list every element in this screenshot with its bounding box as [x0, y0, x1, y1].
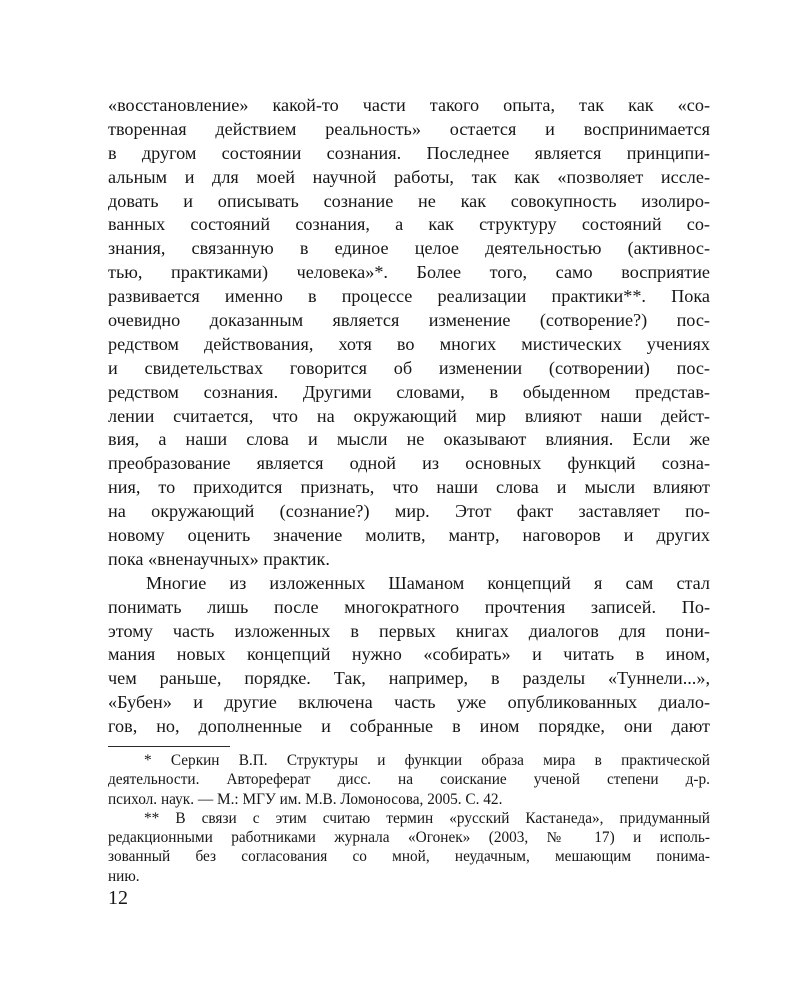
footnote-line: * Серкин В.П. Структуры и функции образа мира в практической: [144, 752, 710, 769]
text-line: довать и описывать сознание не как совокупность изолиро-: [108, 190, 710, 211]
footnote-line: деятельности. Автореферат дисс. на соискание ученой степени д-р.: [108, 771, 710, 789]
text-line: альным и для моей научной работы, так как «позволяет иссле-: [108, 166, 710, 187]
main-text: [108, 94, 710, 739]
text-line: мания новых концепций нужно «собирать» и читать в ином,: [108, 644, 710, 665]
paragraph-end-line: пока «вненаучных» практик.: [108, 548, 330, 569]
paragraph-first-line: Многие из изложенных Шаманом концепций я сам стал: [146, 572, 710, 593]
text-line: и свидетельствах говорится об изменении (сотворении) пос-: [108, 357, 710, 378]
text-line: редством действования, хотя во многих мистических учениях: [108, 333, 710, 354]
footnotes: [108, 751, 710, 886]
text-line: «восстановление» какой-то части такого опыта, так как «со-: [108, 95, 710, 115]
footnote-divider: [108, 746, 230, 747]
text-line: творенная действием реальность» остается и воспринимается: [108, 118, 710, 139]
page-number: 12: [108, 887, 128, 909]
text-line: новому оценить значение молитв, мантр, наговоров и других: [108, 525, 710, 546]
footnote-line: редакционными работниками журнала «Огонек» (2003, № 17) и исполь-: [108, 829, 710, 847]
text-line: гов, но, дополненные и собранные в ином порядке, они дают: [108, 716, 710, 737]
text-line: на окружающий (сознание?) мир. Этот факт заставляет по-: [108, 501, 710, 522]
text-line: этому часть изложенных в первых книгах диалогов для пони-: [108, 620, 710, 641]
text-line: очевидно доказанным является изменение (сотворение?) пос-: [108, 310, 710, 331]
text-line: лении считается, что на окружающий мир влияют наши дейст-: [108, 405, 710, 426]
text-line: развивается именно в процессе реализации практики**. Пока: [108, 286, 710, 307]
footnote-line: зованный без согласования со мной, неудачным, мешающим понима-: [108, 848, 710, 866]
text-line: «Бубен» и другие включена часть уже опубликованных диало-: [108, 692, 710, 713]
text-line: редством сознания. Другими словами, в обыденном представ-: [108, 381, 710, 402]
text-line: ванных состояний сознания, а как структуру состояний со-: [108, 214, 710, 235]
footnote-line: ** В связи с этим считаю термин «русский Кастанеда», придуманный: [144, 809, 710, 827]
footnote-line: нию.: [108, 867, 140, 885]
text-line: чем раньше, порядке. Так, например, в разделы «Туннели...»,: [108, 668, 710, 689]
text-line: ния, то приходится признать, что наши слова и мысли влияют: [108, 477, 710, 498]
text-line: тью, практиками) человека»*. Более того, само восприятие: [108, 262, 710, 283]
footnote-line: психол. наук. — М.: МГУ им. М.В. Ломоносова, 2005. С. 42.: [108, 790, 503, 808]
text-line: в другом состоянии сознания. Последнее является принципи-: [108, 142, 710, 163]
text-line: преобразование является одной из основных функций созна-: [108, 453, 710, 474]
text-line: знания, связанную в единое целое деятельностью (активнос-: [108, 238, 710, 259]
text-line: понимать лишь после многократного прочтения записей. По-: [108, 596, 710, 617]
text-line: вия, а наши слова и мысли не оказывают влияния. Если же: [108, 429, 710, 450]
